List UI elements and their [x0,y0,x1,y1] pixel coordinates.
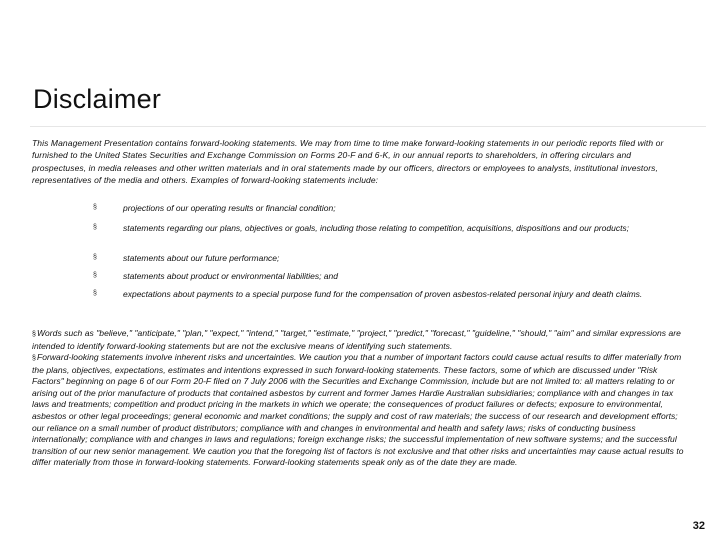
intro-paragraph: This Management Presentation contains forward-looking statements. We may from time to time make forward-looking statements in our periodic reports filed with or furnished to the United States Securities and Exchange Commission on Forms 20-F and 6-K, in our annual reports to shareholders, in offering circulars and prospectuses, in media releases and other written materials and in oral statements made by our officers, directors or employees to analysts, institutional investors, representatives of the media and others. Examples of forward-looking statements include: [32,138,664,186]
risk-paragraph [32,352,688,469]
bullet-text: statements regarding our plans, objectives or goals, including those relating to competition, acquisitions, dispositions and our products; [123,223,630,233]
bullet-text: statements about product or environmental liabilities; and [123,271,338,281]
bullet-icon: § [93,224,97,231]
words-paragraph [32,328,688,352]
bullet-icon: § [93,290,97,297]
bullet-icon: § [93,254,97,261]
slide-title: Disclaimer [33,84,162,114]
bullet-icon: § [93,272,97,279]
page-number: 32 [692,520,705,532]
risk-paragraph-text: Forward-looking statements involve inherent risks and uncertainties. We caution you that a number of important factors could cause actual results to differ materially from the plans, objectives, expectations, estimates and intentions expressed in such forward-looking statements. These factors, some of which are discussed under "Risk Factors" beginning on page 6 of our Form 20-F filed on 7 July 2006 with the Securities and Exchange Commission, include but are not limited to: all matters relating to or arising out of the prior manufacture of products that contained asbestos by current and former James Hardie Australian subsidiaries; compliance with and changes in tax laws and treatments; competition and product pricing in the markets in which we operate; the consequences of product failures or defects; exposure to environmental, asbestos or other legal proceedings; general economic and market conditions; the supply and cost of raw materials; the success of our research and development efforts; our reliance on a small number of product distributors; compliance with and changes in environmental and health and safety laws; risks of conducting business internationally; compliance with and changes in laws and regulations; foreign exchange risks; the successful implementation of new software systems; and the successful transition of our new senior management. We caution you that the foregoing list of factors is not exclusive and that other risks and uncertainties may cause actual results to differ materially from those in forward-looking statements. Forward-looking statements speak only as of the date they are made. [32,352,684,468]
bullet-text: projections of our operating results or financial condition; [123,203,336,213]
bullet-icon: § [32,331,36,338]
title-divider [30,126,706,127]
words-paragraph-text: Words such as "believe," "anticipate," "plan," "expect," "intend," "target," "estimate," "project," "predict," "forecast," "guideline," "should," "aim" and similar expressions are intended to identify forward-looking statements but are not the exclusive means of identifying such statements. [32,328,681,351]
bullet-text: expectations about payments to a special purpose fund for the compensation of proven asbestos-related personal injury and death claims. [123,289,643,299]
bullet-icon: § [32,355,36,362]
bullet-icon: § [93,204,97,211]
bullet-text: statements about our future performance; [123,253,280,263]
